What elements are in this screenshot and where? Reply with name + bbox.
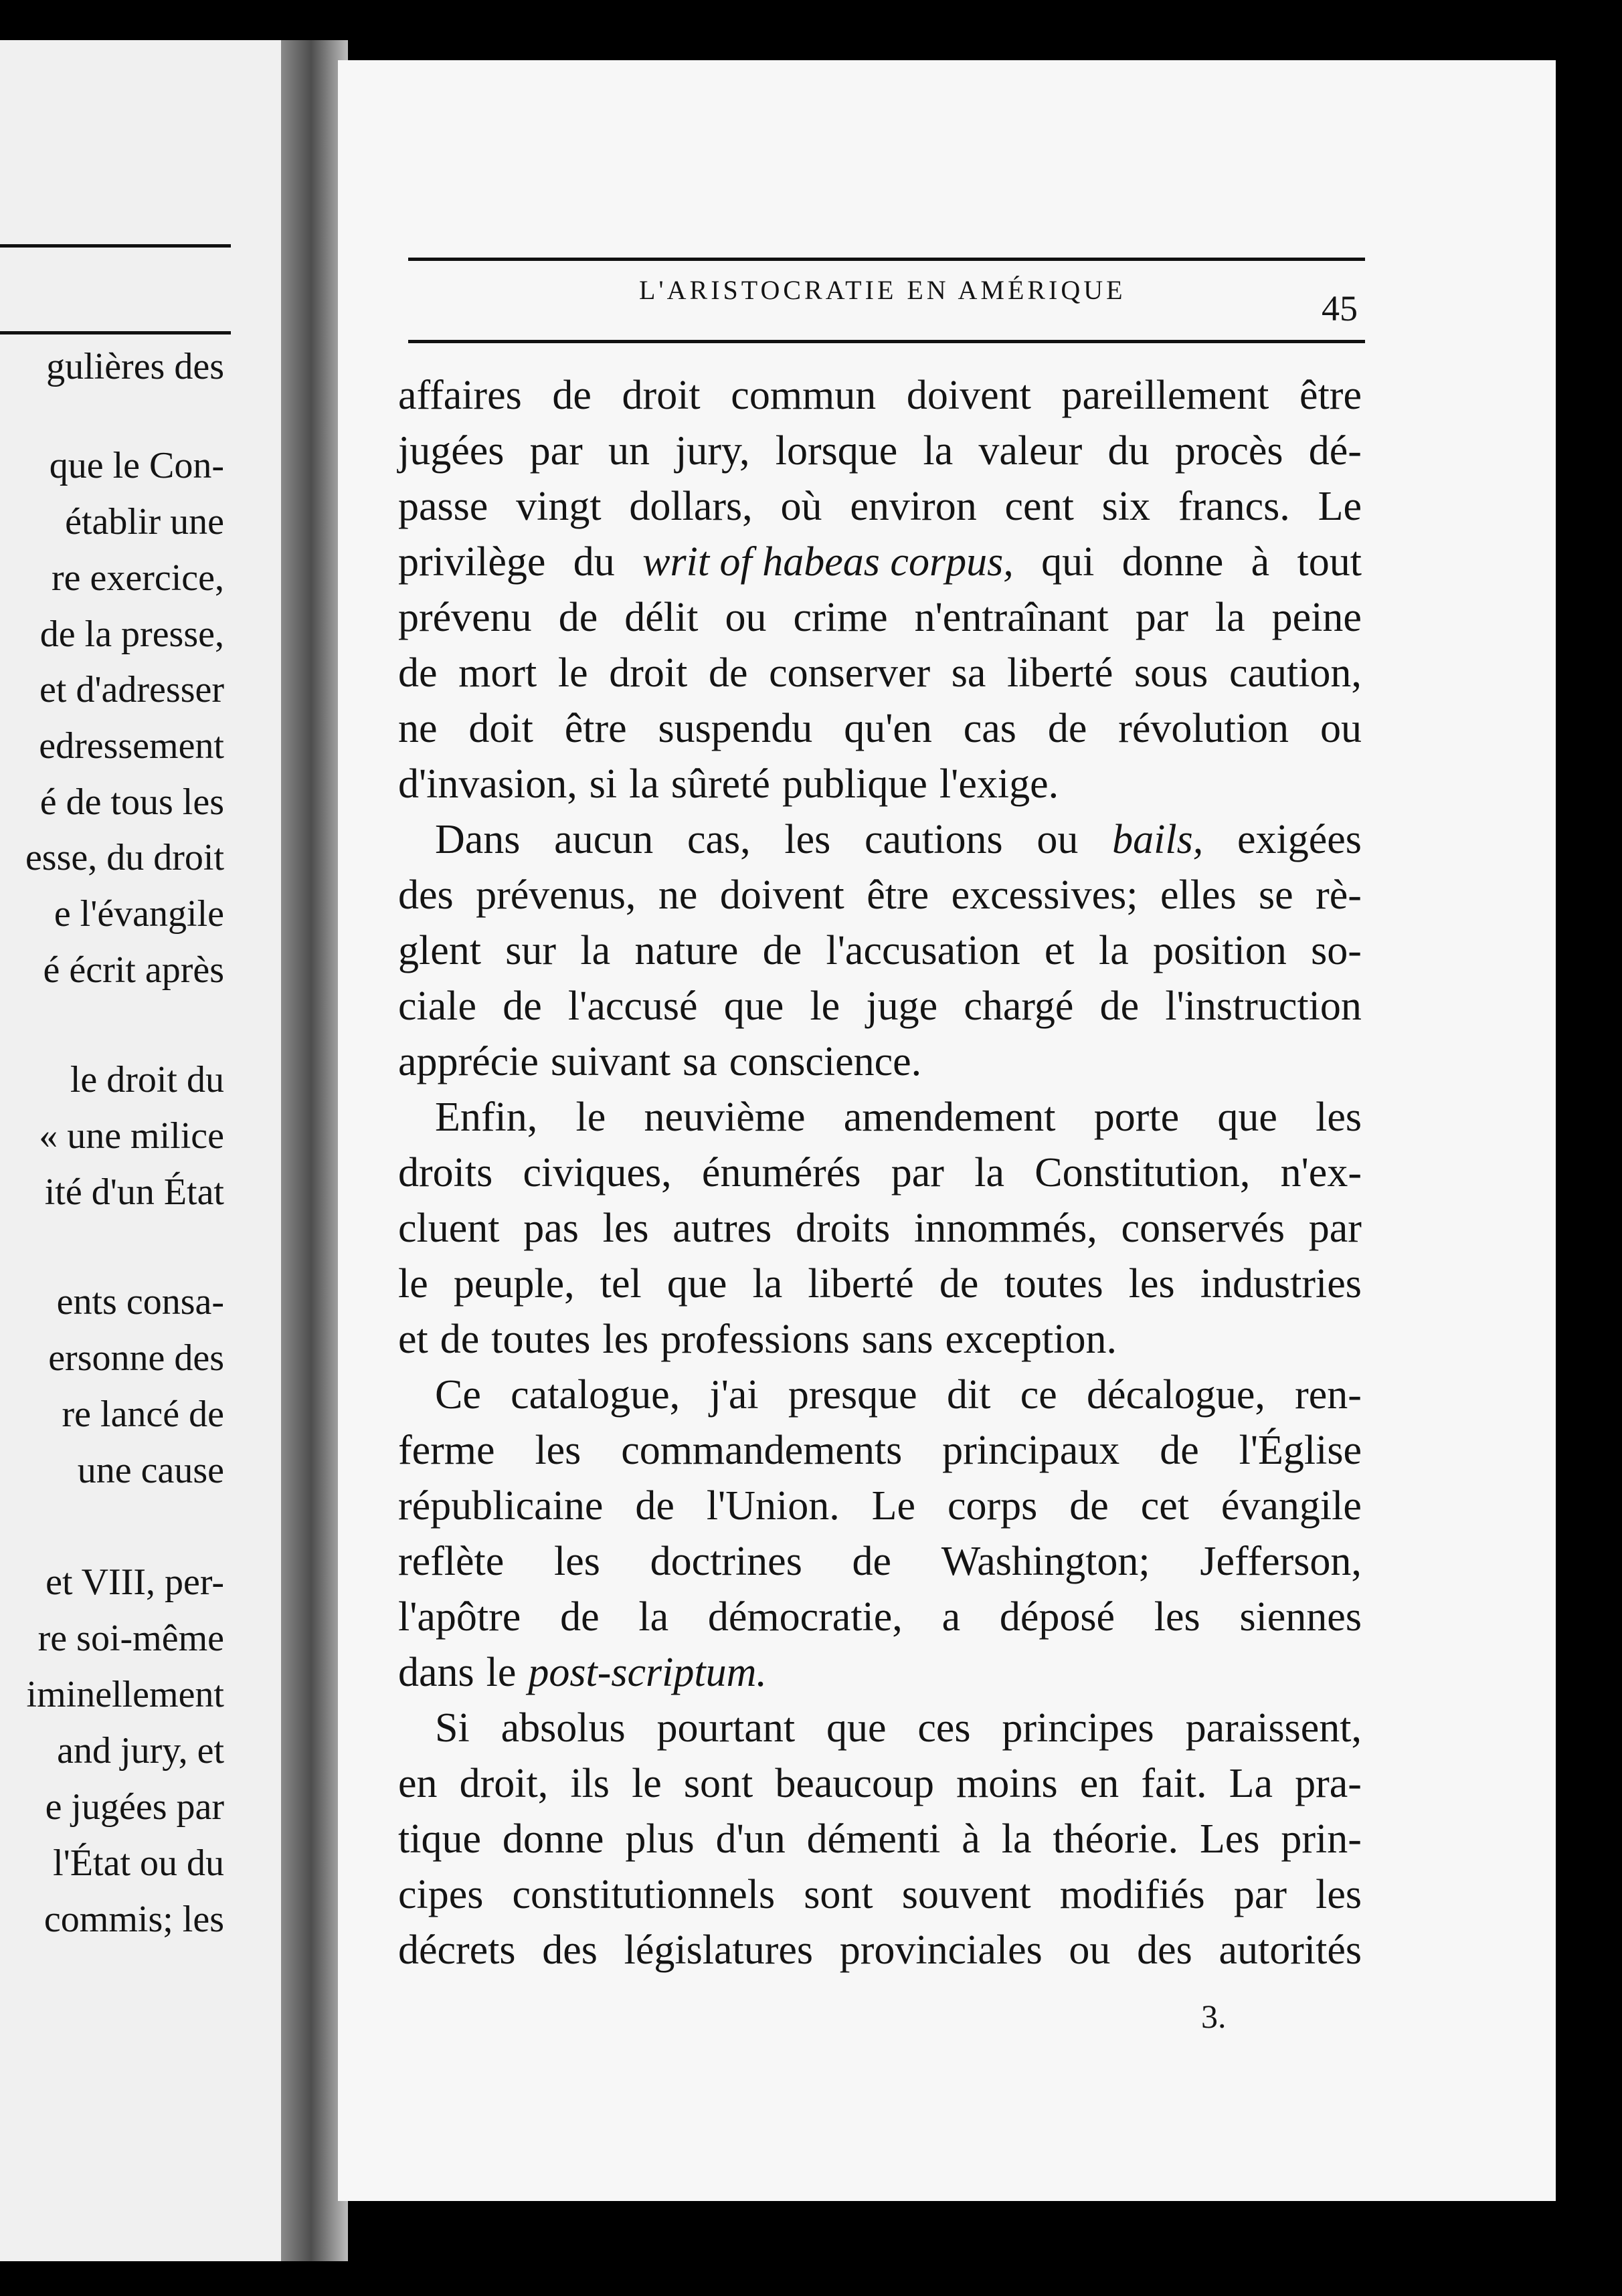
- word: sur: [505, 928, 557, 973]
- word: les: [784, 817, 831, 862]
- text-line: [398, 819, 1362, 860]
- text-line: [398, 763, 1362, 805]
- word: autres: [672, 1206, 772, 1251]
- word: ciale: [398, 983, 477, 1029]
- word: conserver: [769, 650, 931, 696]
- word: vingt: [516, 484, 602, 529]
- signature-mark: 3.: [1201, 1998, 1227, 2035]
- left-header-rule-bottom: [0, 331, 231, 334]
- word: elles: [1160, 872, 1237, 918]
- word: dollars,: [629, 484, 753, 529]
- word: un: [608, 428, 650, 474]
- word: pareillement: [1061, 373, 1269, 418]
- word: la: [638, 1594, 669, 1640]
- word: l'Église: [1239, 1428, 1362, 1473]
- word: aucun: [554, 817, 654, 862]
- word: position: [1153, 928, 1287, 973]
- left-page-line: l'État ou du: [53, 1842, 224, 1884]
- text-line: [398, 708, 1362, 749]
- text-line: [398, 1096, 1362, 1138]
- word: ren-: [1295, 1372, 1362, 1418]
- left-page-line: edressement: [39, 725, 224, 767]
- word: crime: [793, 595, 888, 640]
- text-line: [398, 1485, 1362, 1527]
- text-line: [398, 1263, 1362, 1305]
- text-line: [398, 874, 1362, 916]
- word: porte: [1093, 1094, 1180, 1140]
- word: apprécie: [398, 1039, 539, 1084]
- word: principaux: [942, 1428, 1120, 1473]
- word: commandements: [621, 1428, 903, 1473]
- left-page-line: le droit du: [70, 1059, 224, 1101]
- word: modifiés: [1059, 1872, 1205, 1917]
- word: de: [1160, 1428, 1199, 1473]
- word: être: [564, 706, 627, 751]
- word: liberté: [1007, 650, 1113, 696]
- word: si: [589, 761, 618, 807]
- left-page-line: é écrit après: [43, 949, 224, 991]
- word: d'un: [715, 1816, 786, 1862]
- word: les: [554, 1539, 600, 1584]
- word: provinciales: [839, 1927, 1043, 1973]
- word: souvent: [901, 1872, 1031, 1917]
- left-page-line: and jury, et: [57, 1730, 224, 1772]
- word: Jefferson,: [1200, 1539, 1362, 1584]
- text-line: [398, 1374, 1362, 1416]
- word: sa: [951, 650, 986, 696]
- word: de: [440, 1317, 480, 1362]
- word: cautions: [865, 817, 1003, 862]
- word: moins: [956, 1761, 1058, 1806]
- word: dé-: [1308, 428, 1362, 474]
- word: sûreté: [670, 761, 770, 807]
- word: par: [1233, 1872, 1287, 1917]
- word: des: [1137, 1927, 1192, 1973]
- text-line: [398, 597, 1362, 638]
- left-page-line: commis; les: [43, 1899, 224, 1940]
- word: amendement: [843, 1094, 1056, 1140]
- word: corps: [947, 1483, 1038, 1529]
- word: le: [557, 650, 588, 696]
- word: six: [1101, 484, 1150, 529]
- left-page-line: re soi-même: [37, 1618, 224, 1659]
- word: d'invasion,: [398, 761, 577, 807]
- word: siennes: [1239, 1594, 1362, 1640]
- word: droit: [622, 373, 701, 418]
- word: innommés,: [913, 1206, 1097, 1251]
- word: de: [1069, 1483, 1109, 1529]
- word: doivent: [906, 373, 1031, 418]
- word: environ: [850, 484, 977, 529]
- word: mort: [458, 650, 537, 696]
- word: beaucoup: [775, 1761, 934, 1806]
- word: qui: [1041, 539, 1095, 585]
- text-line: [398, 1208, 1362, 1249]
- word: l'accusation: [826, 928, 1020, 973]
- left-page-line: une cause: [77, 1450, 224, 1491]
- word: de: [762, 928, 802, 973]
- word: être: [867, 872, 929, 918]
- word: peine: [1271, 595, 1362, 640]
- word: de: [1047, 706, 1087, 751]
- header-rule-bottom: [408, 340, 1365, 343]
- text-line: [398, 652, 1362, 694]
- word: cas: [963, 706, 1016, 751]
- word: à: [962, 1816, 980, 1862]
- left-page-line: é de tous les: [39, 781, 224, 823]
- word: ne: [658, 872, 698, 918]
- word: le: [810, 983, 840, 1029]
- word: peuple,: [453, 1261, 575, 1307]
- word: le: [575, 1094, 606, 1140]
- word: par: [891, 1150, 944, 1195]
- word: exigées: [1237, 817, 1362, 862]
- left-page-line: re lancé de: [62, 1394, 224, 1435]
- word: ou: [1069, 1927, 1111, 1973]
- word: prin-: [1281, 1816, 1362, 1862]
- word: industries: [1200, 1261, 1362, 1307]
- word: sont: [804, 1872, 873, 1917]
- text-line: [398, 1541, 1362, 1582]
- word: so-: [1311, 928, 1362, 973]
- word: sa: [683, 1039, 717, 1084]
- word: privilège: [398, 539, 546, 585]
- word: Washington;: [941, 1539, 1150, 1584]
- word: doit: [468, 706, 533, 751]
- word: évangile: [1221, 1483, 1362, 1529]
- word: en: [398, 1761, 438, 1806]
- word: autorités: [1219, 1927, 1362, 1973]
- word: le: [398, 1261, 428, 1307]
- word: et: [398, 1317, 428, 1362]
- word: la: [629, 761, 659, 807]
- left-page-line: que le Con-: [49, 445, 224, 486]
- word: le: [486, 1650, 517, 1695]
- word: exception.: [945, 1317, 1117, 1362]
- word: pourtant: [656, 1705, 796, 1751]
- word: le: [632, 1761, 662, 1806]
- word: passe: [398, 484, 488, 529]
- word: tel: [600, 1261, 642, 1307]
- text-line: [398, 430, 1362, 472]
- word: n'entraînant: [914, 595, 1109, 640]
- word: toutes: [1004, 1261, 1103, 1307]
- left-page-line: e l'évangile: [54, 893, 224, 935]
- word: sont: [683, 1761, 753, 1806]
- word: tique: [398, 1816, 481, 1862]
- word: l'accusé: [567, 983, 698, 1029]
- word: des: [398, 872, 454, 918]
- word: chargé: [964, 983, 1074, 1029]
- word: théorie.: [1053, 1816, 1179, 1862]
- word: l'Union.: [706, 1483, 840, 1529]
- word: n'ex-: [1280, 1150, 1362, 1195]
- word: droits: [796, 1206, 891, 1251]
- word: la: [580, 928, 611, 973]
- word: conscience.: [729, 1039, 922, 1084]
- word: les: [535, 1428, 581, 1473]
- word: la: [752, 1261, 783, 1307]
- word: absolus: [501, 1705, 626, 1751]
- word: dans: [398, 1650, 474, 1695]
- word: la: [1098, 928, 1129, 973]
- left-page-line: « une milice: [39, 1115, 224, 1157]
- word: francs.: [1178, 484, 1290, 529]
- word: droits: [398, 1150, 493, 1195]
- word: les: [602, 1206, 649, 1251]
- word: droit: [609, 650, 688, 696]
- word: de: [560, 1594, 600, 1640]
- word: les: [1128, 1261, 1175, 1307]
- word: par: [529, 428, 583, 474]
- word: affaires: [398, 373, 522, 418]
- text-line: [398, 1596, 1362, 1638]
- word: post-scriptum.: [528, 1650, 767, 1695]
- word: les: [602, 1317, 649, 1362]
- left-page-line: ents consa-: [56, 1281, 224, 1323]
- word: l'apôtre: [398, 1594, 521, 1640]
- left-page-line: re exercice,: [52, 557, 224, 599]
- header-rule-top: [408, 258, 1365, 261]
- word: du: [1107, 428, 1150, 474]
- word: cet: [1140, 1483, 1189, 1529]
- word: bails,: [1112, 817, 1204, 862]
- word: professions: [660, 1317, 850, 1362]
- left-page: [0, 40, 281, 2261]
- word: la: [1214, 595, 1245, 640]
- word: donne: [1121, 539, 1224, 585]
- word: prévenus,: [476, 872, 636, 918]
- word: Le: [871, 1483, 916, 1529]
- word: ou: [1320, 706, 1362, 751]
- word: de: [852, 1539, 892, 1584]
- left-page-line: ersonne des: [48, 1337, 224, 1379]
- word: ou: [725, 595, 767, 640]
- word: de: [503, 983, 542, 1029]
- word: la: [923, 428, 954, 474]
- word: cluent: [398, 1206, 500, 1251]
- word: de: [939, 1261, 979, 1307]
- word: sans: [861, 1317, 933, 1362]
- word: par: [1135, 595, 1188, 640]
- left-header-rule-top: [0, 244, 231, 248]
- word: ne: [398, 706, 438, 751]
- text-line: [398, 375, 1362, 416]
- word: décrets: [398, 1927, 516, 1973]
- word: les: [1154, 1594, 1200, 1640]
- word: glent: [398, 928, 481, 973]
- word: droit,: [459, 1761, 549, 1806]
- text-line: [398, 985, 1362, 1027]
- word: La: [1229, 1761, 1273, 1806]
- word: pas: [523, 1206, 579, 1251]
- word: ce: [1020, 1372, 1057, 1418]
- word: donne: [502, 1816, 604, 1862]
- word: Les: [1199, 1816, 1260, 1862]
- word: ferme: [398, 1428, 495, 1473]
- word: valeur: [978, 428, 1083, 474]
- text-line: [398, 1929, 1362, 1971]
- word: et: [1044, 928, 1075, 973]
- text-line: [398, 930, 1362, 971]
- word: doivent: [719, 872, 844, 918]
- word: démocratie,: [707, 1594, 903, 1640]
- left-page-line: et VIII, per-: [46, 1561, 224, 1603]
- left-page-line: de la presse,: [39, 613, 224, 655]
- word: que: [826, 1705, 887, 1751]
- word: toutes: [491, 1317, 591, 1362]
- word: Ce: [435, 1372, 481, 1418]
- word: principes: [1002, 1705, 1154, 1751]
- word: que: [666, 1261, 727, 1307]
- word: cipes: [398, 1872, 484, 1917]
- left-page-line: e jugées par: [45, 1786, 224, 1828]
- word: dit: [946, 1372, 991, 1418]
- word: excessives;: [951, 872, 1138, 918]
- word: liberté: [808, 1261, 914, 1307]
- word: lorsque: [775, 428, 898, 474]
- page-number: 45: [1322, 288, 1358, 328]
- word: conservés: [1121, 1206, 1285, 1251]
- text-line: [398, 1652, 1362, 1693]
- word: procès: [1174, 428, 1283, 474]
- word: délit: [624, 595, 699, 640]
- word: les: [1316, 1872, 1362, 1917]
- word: républicaine: [398, 1483, 604, 1529]
- word: ou: [1037, 817, 1079, 862]
- word: démenti: [806, 1816, 941, 1862]
- word: la: [1001, 1816, 1032, 1862]
- word: où: [780, 484, 822, 529]
- word: plus: [625, 1816, 695, 1862]
- word: de: [635, 1483, 674, 1529]
- word: pra-: [1295, 1761, 1362, 1806]
- word: j'ai: [709, 1372, 759, 1418]
- word: des: [542, 1927, 598, 1973]
- word: cas,: [687, 817, 751, 862]
- word: qu'en: [844, 706, 932, 751]
- word: constitutionnels: [512, 1872, 776, 1917]
- text-line: [398, 1152, 1362, 1193]
- word: se: [1259, 872, 1293, 918]
- word: de: [1099, 983, 1140, 1029]
- word: du: [573, 539, 615, 585]
- word: paraissent,: [1185, 1705, 1362, 1751]
- right-page: [338, 60, 1556, 2201]
- word: de: [709, 650, 748, 696]
- text-line: [398, 1707, 1362, 1749]
- word: en: [1079, 1761, 1119, 1806]
- left-page-line: iminellement: [26, 1674, 224, 1715]
- word: que: [723, 983, 784, 1029]
- word: l'instruction: [1165, 983, 1362, 1029]
- word: législatures: [624, 1927, 813, 1973]
- word: l'exige.: [939, 761, 1059, 807]
- left-page-line: ité d'un État: [44, 1171, 224, 1213]
- text-line: [398, 486, 1362, 527]
- word: prévenu: [398, 595, 532, 640]
- word: Le: [1318, 484, 1362, 529]
- left-page-line: esse, du droit: [25, 837, 224, 878]
- word: nature: [634, 928, 739, 973]
- text-line: [398, 1430, 1362, 1471]
- word: sous: [1134, 650, 1208, 696]
- word: presque: [788, 1372, 917, 1418]
- text-line: [398, 1041, 1362, 1082]
- left-page-line: gulières des: [46, 346, 224, 387]
- word: à: [1251, 539, 1270, 585]
- word: caution,: [1229, 650, 1362, 696]
- word: jury,: [675, 428, 750, 474]
- word: décalogue,: [1087, 1372, 1265, 1418]
- word: cent: [1004, 484, 1074, 529]
- text-line: [398, 1763, 1362, 1804]
- left-page-line: établir une: [65, 501, 224, 543]
- word: jugées: [398, 428, 505, 474]
- word: que: [1217, 1094, 1277, 1140]
- word: par: [1308, 1206, 1362, 1251]
- word: rè-: [1316, 872, 1362, 918]
- word: ils: [570, 1761, 610, 1806]
- left-page-line: et d'adresser: [39, 669, 224, 710]
- text-line: [398, 1319, 1362, 1360]
- word: fait.: [1141, 1761, 1207, 1806]
- word: suivant: [550, 1039, 671, 1084]
- text-line: [398, 1818, 1362, 1860]
- word: énumérés: [701, 1150, 861, 1195]
- word: de: [558, 595, 598, 640]
- text-line: [398, 1874, 1362, 1915]
- word: révolution: [1118, 706, 1289, 751]
- word: déposé: [999, 1594, 1115, 1640]
- word: de: [398, 650, 438, 696]
- word: civiques,: [523, 1150, 672, 1195]
- word: Dans: [435, 817, 521, 862]
- word: de: [552, 373, 592, 418]
- word: être: [1299, 373, 1362, 418]
- word: suspendu: [658, 706, 813, 751]
- word: ces: [917, 1705, 971, 1751]
- word: juge: [866, 983, 938, 1029]
- text-line: [398, 541, 1362, 583]
- word: neuvième: [644, 1094, 806, 1140]
- word: la: [974, 1150, 1004, 1195]
- word: a: [941, 1594, 961, 1640]
- word: reflète: [398, 1539, 505, 1584]
- word: doctrines: [650, 1539, 802, 1584]
- word: Constitution,: [1034, 1150, 1251, 1195]
- word: writ of habeas corpus,: [642, 539, 1014, 585]
- word: publique: [782, 761, 927, 807]
- word: commun: [731, 373, 877, 418]
- word: catalogue,: [511, 1372, 681, 1418]
- running-head: L'ARISTOCRATIE EN AMÉRIQUE: [639, 275, 1126, 305]
- word: Enfin,: [435, 1094, 538, 1140]
- word: les: [1316, 1094, 1362, 1140]
- word: tout: [1297, 539, 1362, 585]
- word: Si: [435, 1705, 470, 1751]
